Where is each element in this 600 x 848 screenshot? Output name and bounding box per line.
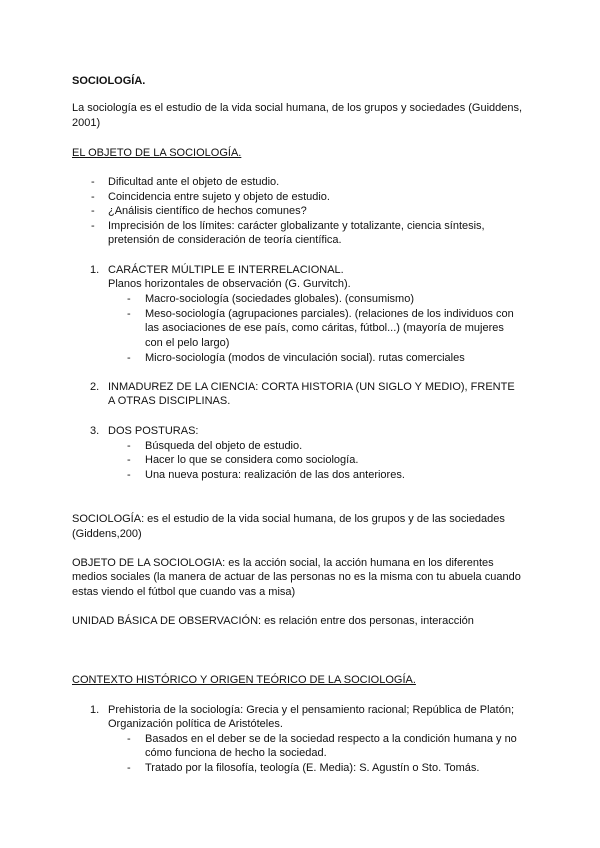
numbered-item-number: 1.	[90, 704, 100, 716]
bullet-item: Imprecisión de los límites: carácter globalizante y totalizante, ciencia síntesis,	[108, 220, 485, 232]
sub-bullet-item: Meso-sociología (agrupaciones parciales). (relaciones de los individuos con	[145, 308, 514, 320]
bullet-dash: -	[91, 176, 95, 188]
section-heading-objeto: EL OBJETO DE LA SOCIOLOGÍA.	[72, 147, 242, 159]
bullet-dash: -	[91, 205, 95, 217]
bullet-dash: -	[91, 220, 95, 232]
sub-bullet-continuation: con el pelo largo)	[145, 337, 230, 349]
bullet-dash: -	[127, 308, 131, 320]
bullet-item-continuation: pretensión de consideración de teoría científica.	[108, 234, 342, 246]
sub-bullet-item: Una nueva postura: realización de las dos anteriores.	[145, 469, 405, 481]
definition-objeto-line: estas viendo el fútbol que cuando vas a misa)	[72, 586, 296, 598]
bullet-item: Dificultad ante el objeto de estudio.	[108, 176, 280, 188]
definition-objeto-line: medios sociales (la manera de actuar de las personas no es la misma con tu abuela cuando	[72, 571, 521, 583]
numbered-item-number: 2.	[90, 381, 100, 393]
section-heading-contexto: CONTEXTO HISTÓRICO Y ORIGEN TEÓRICO DE LA SOCIOLOGÍA.	[72, 674, 416, 686]
numbered-item-title: CARÁCTER MÚLTIPLE E INTERRELACIONAL.	[108, 264, 344, 276]
bullet-dash: -	[127, 762, 131, 774]
sub-bullet-continuation: las asociaciones de ese país, como cáritas, fútbol...) (mayoría de mujeres	[145, 322, 504, 334]
numbered-item-number: 3.	[90, 425, 100, 437]
sub-bullet-item: Basados en el deber se de la sociedad respecto a la condición humana y no	[145, 733, 517, 745]
numbered-item-line: Organización política de Aristóteles.	[108, 718, 283, 730]
sub-bullet-item: Búsqueda del objeto de estudio.	[145, 440, 303, 452]
sub-bullet-item: Macro-sociología (sociedades globales). (consumismo)	[145, 293, 415, 305]
definition-sociologia-line: (Giddens,200)	[72, 528, 142, 540]
bullet-dash: -	[127, 440, 131, 452]
numbered-item-line: Prehistoria de la sociología: Grecia y el pensamiento racional; República de Platón;	[108, 704, 515, 716]
intro-line-2: 2001)	[72, 117, 101, 129]
numbered-item-line: A OTRAS DISCIPLINAS.	[108, 395, 231, 407]
sub-bullet-item: Micro-sociología (modos de vinculación social). rutas comerciales	[145, 352, 465, 364]
bullet-dash: -	[127, 454, 131, 466]
bullet-dash: -	[127, 469, 131, 481]
sub-bullet-item: Hacer lo que se considera como sociología.	[145, 454, 359, 466]
bullet-item: ¿Análisis científico de hechos comunes?	[108, 205, 307, 217]
bullet-dash: -	[91, 191, 95, 203]
bullet-dash: -	[127, 733, 131, 745]
document-title: SOCIOLOGÍA.	[72, 75, 146, 87]
numbered-item-number: 1.	[90, 264, 100, 276]
sub-bullet-item: Tratado por la filosofía, teología (E. Media): S. Agustín o Sto. Tomás.	[145, 762, 480, 774]
bullet-dash: -	[127, 352, 131, 364]
definition-unidad: UNIDAD BÁSICA DE OBSERVACIÓN: es relación entre dos personas, interacción	[72, 615, 474, 627]
sub-bullet-continuation: cómo funciona de hecho la sociedad.	[145, 747, 327, 759]
bullet-dash: -	[127, 293, 131, 305]
bullet-item: Coincidencia entre sujeto y objeto de estudio.	[108, 191, 330, 203]
numbered-item-title: DOS POSTURAS:	[108, 425, 199, 437]
numbered-item-line: INMADUREZ DE LA CIENCIA: CORTA HISTORIA (UN SIGLO Y MEDIO), FRENTE	[108, 381, 515, 393]
intro-line-1: La sociología es el estudio de la vida social humana, de los grupos y sociedades (Guiddens,	[72, 102, 523, 114]
definition-sociologia-line: SOCIOLOGÍA: es el estudio de la vida social humana, de los grupos y de las sociedades	[72, 513, 505, 525]
numbered-item-subtitle: Planos horizontales de observación (G. Gurvitch).	[108, 278, 351, 290]
definition-objeto-line: OBJETO DE LA SOCIOLOGIA: es la acción social, la acción humana en los diferentes	[72, 557, 494, 569]
